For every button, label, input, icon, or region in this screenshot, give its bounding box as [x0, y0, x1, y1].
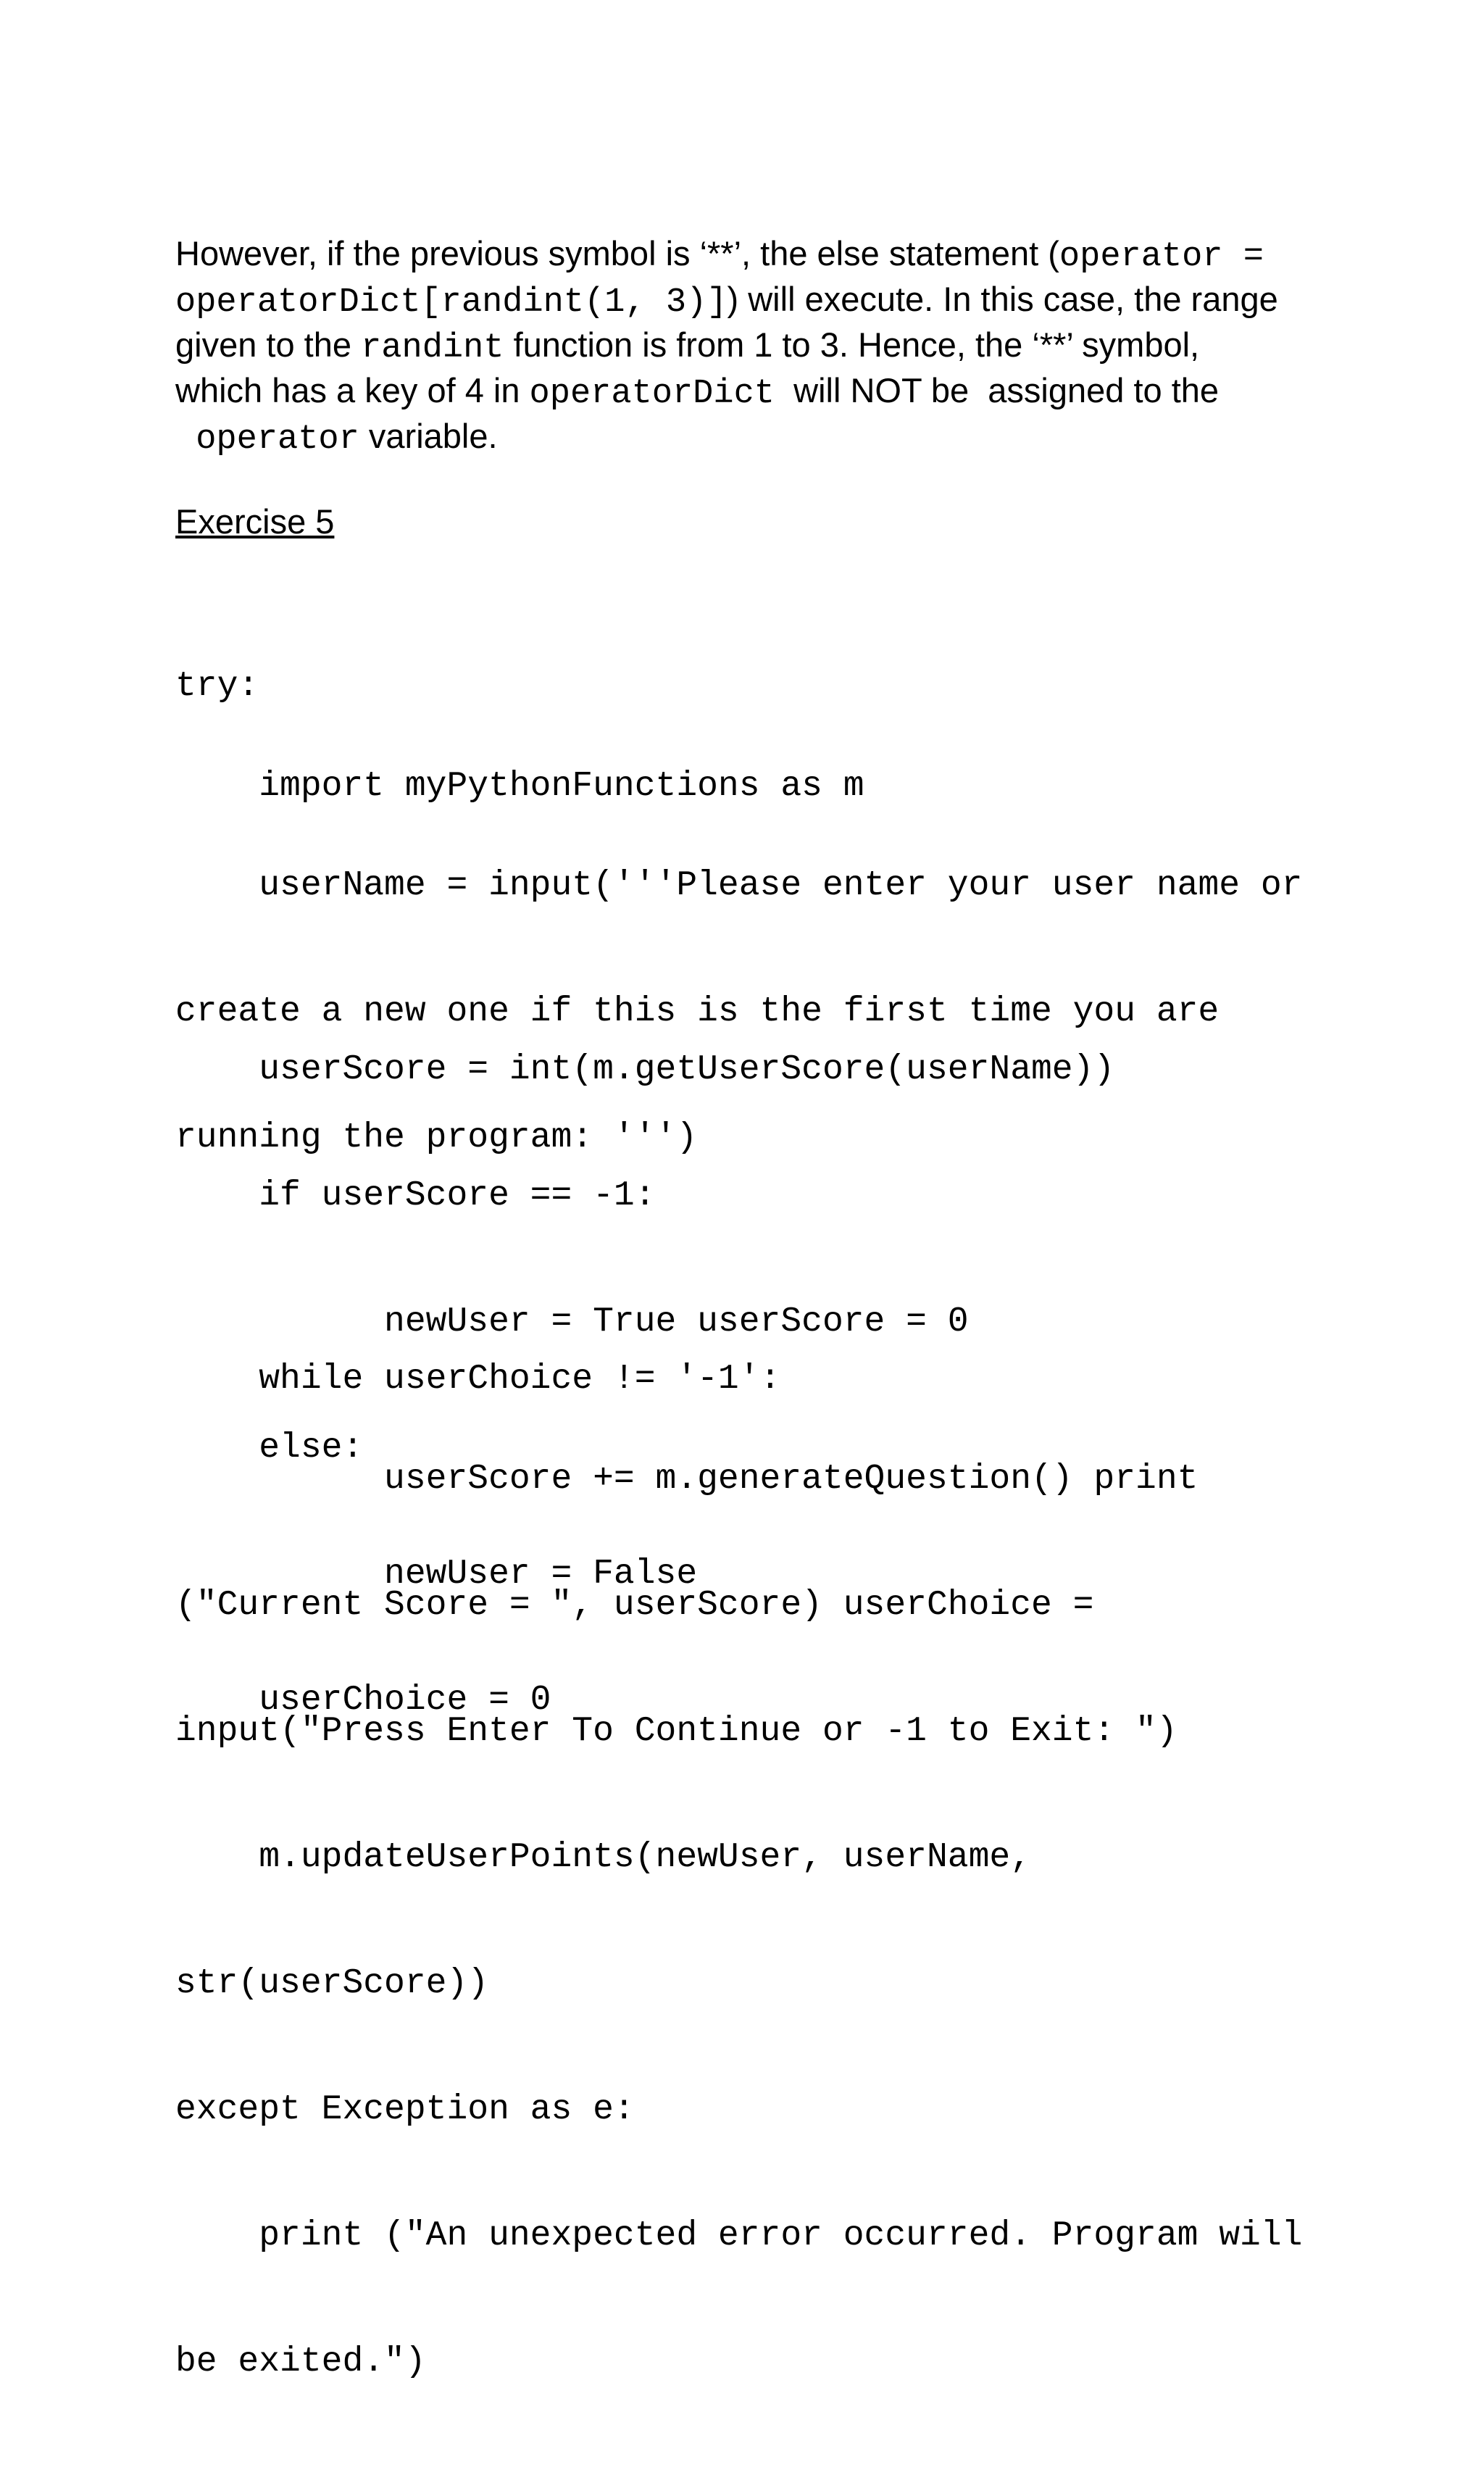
code-line: newUser = True userScore = 0 — [175, 1302, 969, 1341]
code-line: ("Current Score = ", userScore) userChoice = — [175, 1586, 1094, 1625]
code-line: userChoice = 0 — [175, 1681, 551, 1720]
code-line: userScore = int(m.getUserScore(userName)) — [175, 1050, 1115, 1089]
paragraph-text: However, if the previous symbol is ‘**’, the else statement ( — [175, 234, 1059, 273]
inline-code: operator = — [1059, 238, 1264, 276]
inline-code: operatorDict — [529, 375, 775, 413]
code-line: userName = input('''Please enter your user name or — [175, 866, 1303, 905]
code-line: while userChoice != '-1': — [175, 1360, 781, 1399]
paragraph-text: variable. — [359, 417, 498, 455]
code-line: m.updateUserPoints(newUser, userName, — [175, 1838, 1031, 1877]
code-line: newUser = False — [175, 1555, 698, 1594]
code-line: if userScore == -1: — [175, 1176, 656, 1215]
paragraph-line — [175, 230, 1335, 276]
code-line: str(userScore)) — [175, 1964, 489, 2003]
exercise-heading: Exercise 5 — [175, 502, 335, 541]
inline-code: operator — [175, 420, 359, 459]
paragraph-text: function is from 1 to 3. Hence, the ‘**’ symbol, — [504, 325, 1200, 364]
code-line: create a new one if this is the first time you are — [175, 992, 1220, 1031]
code-line: input("Press Enter To Continue or -1 to Exit: ") — [175, 1712, 1177, 1751]
inline-code: operatorDict[randint(1, 3)] — [175, 283, 728, 322]
code-line: running the program: ''') — [175, 1118, 698, 1157]
paragraph-text: given to the — [175, 325, 362, 364]
code-line: print ("An unexpected error occurred. Program will — [175, 2216, 1303, 2255]
paragraph-text: which has a key of 4 in — [175, 371, 530, 409]
explanation-paragraph — [175, 230, 1335, 459]
paragraph-text: ) will execute. In this case, the range — [727, 280, 1278, 318]
paragraph-line — [175, 367, 1335, 413]
code-line: else: — [175, 1428, 364, 1468]
inline-code: randint — [361, 329, 504, 367]
code-line: userScore += m.generateQuestion() print — [175, 1460, 1199, 1499]
code-line: except Exception as e: — [175, 2090, 635, 2129]
paragraph-line — [175, 276, 1335, 322]
code-block-loop — [175, 1374, 1407, 2467]
code-line: be exited.") — [175, 2342, 426, 2381]
paragraph-line — [175, 322, 1335, 367]
paragraph-text: will NOT be assigned to the — [775, 371, 1220, 409]
paragraph-line — [175, 413, 1335, 459]
code-line: import myPythonFunctions as m — [175, 767, 864, 806]
code-line: try: — [175, 667, 259, 706]
